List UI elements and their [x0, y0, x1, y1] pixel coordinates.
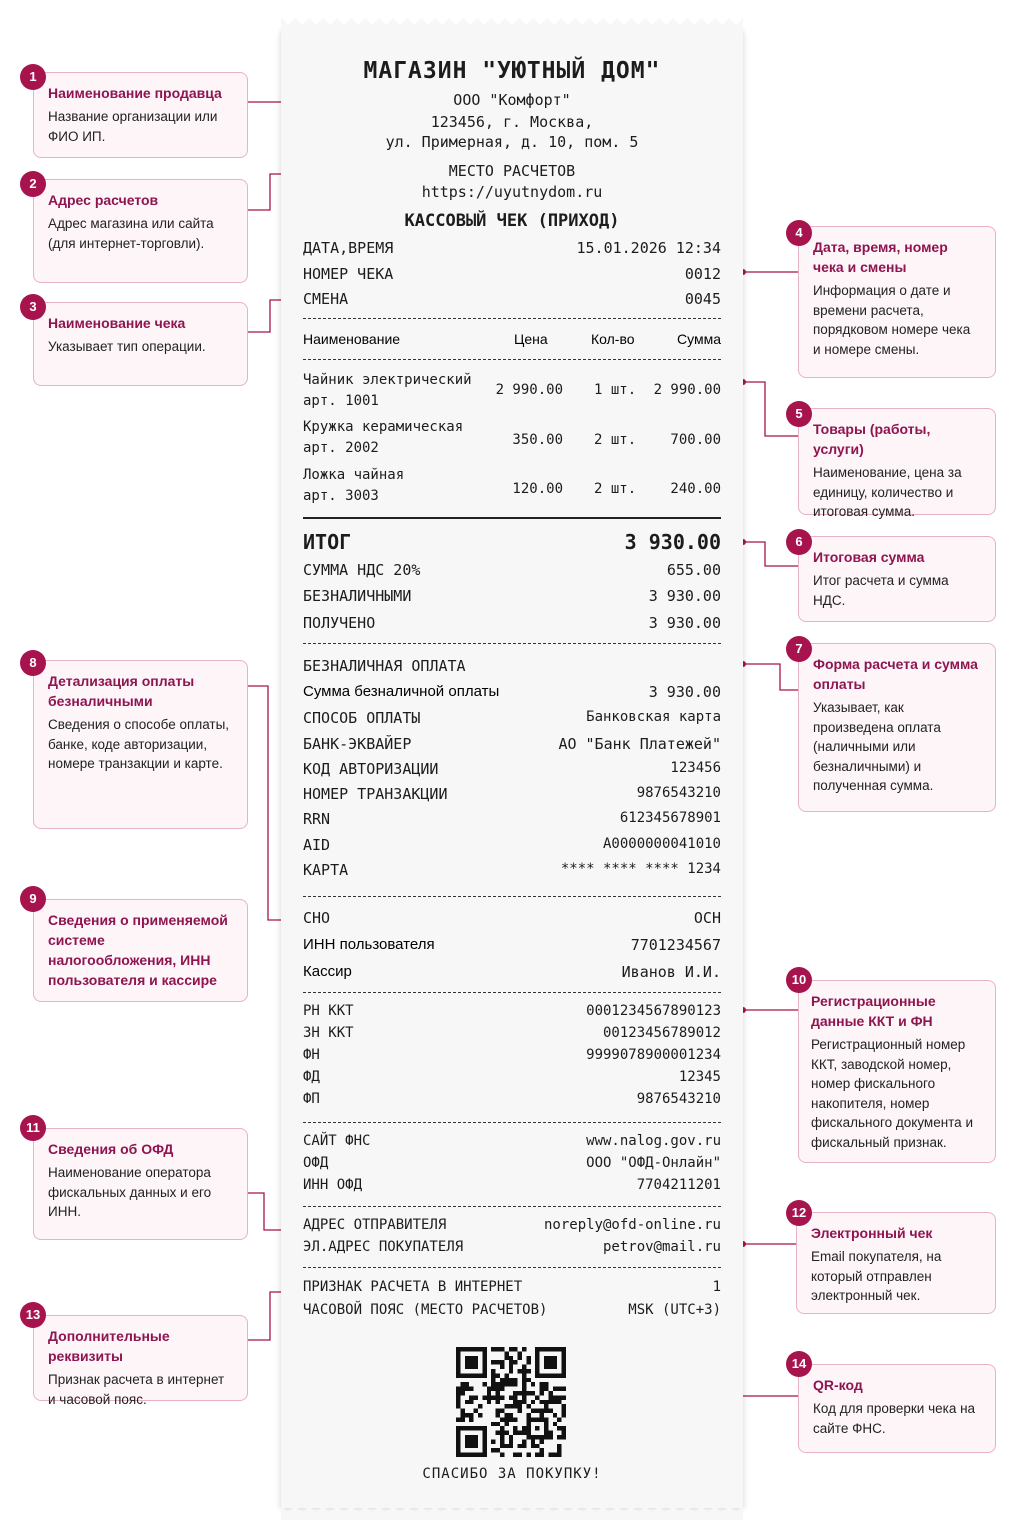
callout-title: Товары (работы, услуги) [813, 421, 931, 457]
sender-address-value: noreply@ofd-online.ru [543, 1217, 721, 1233]
callout-seller-name [33, 72, 248, 158]
aid-value: A0000000041010 [602, 836, 721, 852]
ofd-inn-label: ИНН ОФД [303, 1177, 363, 1193]
received-label: ПОЛУЧЕНО [303, 614, 376, 632]
inn-value: 7701234567 [630, 936, 721, 954]
vat-value: 655.00 [666, 561, 721, 579]
item-qty: 1 шт. [594, 382, 637, 398]
divider [303, 517, 721, 519]
received-value: 3 930.00 [648, 614, 721, 632]
timezone-label: ЧАСОВОЙ ПОЯС (МЕСТО РАСЧЕТОВ) [303, 1302, 548, 1318]
vat-label: СУММА НДС 20% [303, 561, 421, 579]
callout-number-badge: 9 [20, 886, 46, 912]
item-sum: 2 990.00 [653, 382, 721, 398]
col-price-header: Цена [514, 331, 548, 347]
total-value: 3 930.00 [624, 530, 721, 554]
callout-title: Сведения о применяемой системе налогообложения, ИНН пользователя и кассире [48, 912, 228, 988]
ofd-value: ООО "ОФД-Онлайн" [586, 1155, 721, 1171]
callout-number-badge: 14 [786, 1351, 812, 1377]
check-number-label: НОМЕР ЧЕКА [303, 265, 394, 283]
callout-number-badge: 8 [20, 650, 46, 676]
callout-title: Детализация оплаты безналичными [48, 673, 195, 709]
org-name: ООО "Комфорт" [453, 91, 571, 109]
ofd-inn-value: 7704211201 [636, 1177, 721, 1193]
callout-desc: Итог расчета и сумма НДС. [813, 573, 949, 608]
callout-desc: Указывает, как произведена оплата (наличными или безналичными) и полученная сумма. [813, 700, 941, 793]
callout-number-badge: 3 [20, 294, 46, 320]
check-number-value: 0012 [684, 265, 721, 283]
cashless-sum-value: 3 930.00 [648, 683, 721, 701]
callout-date-number-shift [798, 226, 996, 378]
callout-desc: Регистрационный номер ККТ, заводской номер, номер фискального накопителя, номер фискального документа и фискальный признак. [811, 1037, 973, 1150]
callout-title: Электронный чек [811, 1225, 933, 1241]
callout-desc: Сведения о способе оплаты, банке, коде авторизации, номере транзакции и карте. [48, 717, 230, 771]
callout-number-badge: 5 [786, 401, 812, 427]
callout-number-badge: 7 [786, 636, 812, 662]
bank-value: АО "Банк Платежей" [558, 735, 721, 753]
transaction-label: НОМЕР ТРАНЗАКЦИИ [303, 785, 448, 803]
callout-goods [798, 408, 996, 519]
buyer-email-label: ЭЛ.АДРЕС ПОКУПАТЕЛЯ [303, 1239, 464, 1255]
callout-settlement-address [33, 179, 248, 283]
callout-number-badge: 4 [786, 220, 812, 246]
callout-electronic-check [796, 1212, 996, 1314]
callout-title: Наименование продавца [48, 85, 222, 101]
fp-label: ФП [303, 1091, 320, 1107]
datetime-value: 15.01.2026 12:34 [576, 239, 721, 257]
receipt [281, 30, 743, 1508]
fns-site-value: www.nalog.gov.ru [586, 1133, 721, 1149]
kkt-rn-label: РН ККТ [303, 1003, 354, 1019]
callout-desc: Адрес магазина или сайта (для интернет-торговли). [48, 216, 214, 251]
kkt-rn-value: 0001234567890123 [586, 1003, 721, 1019]
internet-flag-value: 1 [712, 1279, 721, 1295]
payment-method-value: Банковская карта [586, 709, 721, 725]
thanks-message: СПАСИБО ЗА ПОКУПКУ! [422, 1466, 602, 1482]
site-url: https://uyutnydom.ru [421, 183, 603, 201]
cashless-header: БЕЗНАЛИЧНАЯ ОПЛАТА [303, 657, 466, 675]
callout-desc: Наименование оператора фискальных данных и его ИНН. [48, 1165, 212, 1219]
rrn-value: 612345678901 [619, 810, 721, 826]
callout-title: Дата, время, номер чека и смены [813, 239, 948, 275]
sender-address-label: АДРЕС ОТПРАВИТЕЛЯ [303, 1217, 447, 1233]
fd-label: ФД [303, 1069, 320, 1085]
divider [303, 1267, 721, 1268]
item-sum: 240.00 [670, 481, 721, 497]
col-sum-header: Сумма [677, 331, 721, 347]
payment-method-label: СПОСОБ ОПЛАТЫ [303, 709, 421, 727]
callout-title: Форма расчета и сумма оплаты [813, 656, 978, 692]
callout-number-badge: 6 [786, 529, 812, 555]
fn-value: 9999078900001234 [586, 1047, 721, 1063]
fp-value: 9876543210 [636, 1091, 721, 1107]
callout-title: Регистрационные данные ККТ и ФН [811, 993, 936, 1029]
transaction-value: 9876543210 [636, 785, 721, 801]
inn-label: ИНН пользователя [303, 936, 435, 953]
callout-title: Сведения об ОФД [48, 1141, 174, 1157]
callout-qr-code [798, 1364, 996, 1453]
callout-desc: Email покупателя, на который отправлен электронный чек. [811, 1249, 942, 1303]
callout-title: Итоговая сумма [813, 549, 925, 565]
fd-value: 12345 [678, 1069, 721, 1085]
receipt-torn-top-edge [281, 18, 743, 32]
cashier-label: Кассир [303, 963, 352, 980]
cashless-sum-label: Сумма безналичной оплаты [303, 683, 500, 700]
callout-check-name [33, 302, 248, 386]
callout-title: Дополнительные реквизиты [48, 1328, 170, 1364]
address-line-2: ул. Примерная, д. 10, пом. 5 [385, 133, 639, 151]
col-name-header: Наименование [303, 331, 401, 347]
aid-label: AID [303, 836, 331, 854]
divider [303, 318, 721, 319]
cashless-label: БЕЗНАЛИЧНЫМИ [303, 587, 412, 605]
callout-total [798, 536, 996, 622]
item-price: 2 990.00 [495, 382, 563, 398]
callout-number-badge: 11 [20, 1115, 46, 1141]
timezone-value: MSK (UTC+3) [628, 1302, 721, 1318]
callout-title: Наименование чека [48, 315, 186, 331]
auth-code-value: 123456 [670, 760, 721, 776]
callout-tax-system [33, 899, 248, 1002]
item-name: Чайник электрический [303, 372, 472, 388]
callout-desc: Код для проверки чека на сайте ФНС. [813, 1401, 976, 1436]
callout-title: QR-код [813, 1377, 863, 1393]
auth-code-label: КОД АВТОРИЗАЦИИ [303, 760, 439, 778]
check-title: КАССОВЫЙ ЧЕК (ПРИХОД) [404, 211, 620, 231]
item-name: Ложка чайная [303, 467, 405, 483]
col-qty-header: Кол-во [591, 331, 635, 347]
divider [303, 643, 721, 644]
store-name: МАГАЗИН "УЮТНЫЙ ДОМ" [363, 58, 661, 84]
callout-desc: Признак расчета в интернет и часовой пояс. [48, 1372, 225, 1407]
callout-title: Адрес расчетов [48, 192, 159, 208]
bank-label: БАНК-ЭКВАЙЕР [303, 735, 412, 753]
fn-label: ФН [303, 1047, 320, 1063]
item-price: 350.00 [512, 432, 563, 448]
callout-desc: Наименование, цена за единицу, количество и итоговая сумма. [813, 465, 962, 519]
card-value: **** **** **** 1234 [560, 861, 721, 877]
callout-extra-details [33, 1315, 248, 1407]
item-qty: 2 шт. [594, 481, 637, 497]
place-label: МЕСТО РАСЧЕТОВ [448, 162, 576, 180]
shift-value: 0045 [684, 290, 721, 308]
callout-number-badge: 1 [20, 64, 46, 90]
card-label: КАРТА [303, 861, 349, 879]
item-sum: 700.00 [670, 432, 721, 448]
callout-cashless-details [33, 660, 248, 829]
callout-ofd-info [33, 1128, 248, 1240]
kkt-zn-label: ЗН ККТ [303, 1025, 354, 1041]
divider [303, 359, 721, 360]
receipt-torn-bottom-edge [281, 1506, 743, 1520]
cashier-value: Иванов И.И. [621, 963, 721, 981]
qr-code [456, 1347, 566, 1457]
divider [303, 1206, 721, 1207]
item-article: арт. 1001 [303, 393, 379, 409]
item-name: Кружка керамическая [303, 419, 464, 435]
callout-payment-form [798, 643, 996, 812]
callout-desc: Название организации или ФИО ИП. [48, 109, 218, 144]
callout-number-badge: 10 [786, 967, 812, 993]
rrn-label: RRN [303, 810, 331, 828]
item-article: арт. 3003 [303, 488, 379, 504]
callout-desc: Указывает тип операции. [48, 339, 206, 354]
callout-kkt-registration [798, 980, 996, 1163]
callout-desc: Информация о дате и времени расчета, порядковом номере чека и номере смены. [813, 283, 971, 357]
callout-number-badge: 13 [20, 1302, 46, 1328]
divider [303, 1122, 721, 1123]
tax-system-label: СНО [303, 909, 331, 927]
cashless-value: 3 930.00 [648, 587, 721, 605]
ofd-label: ОФД [303, 1155, 329, 1171]
datetime-label: ДАТА,ВРЕМЯ [303, 239, 394, 257]
kkt-zn-value: 00123456789012 [602, 1025, 721, 1041]
item-qty: 2 шт. [594, 432, 637, 448]
divider [303, 896, 721, 897]
item-price: 120.00 [512, 481, 563, 497]
item-article: арт. 2002 [303, 440, 379, 456]
callout-number-badge: 12 [786, 1200, 812, 1226]
tax-system-value: ОСН [693, 909, 721, 927]
divider [303, 992, 721, 993]
total-label: ИТОГ [303, 530, 352, 554]
address-line-1: 123456, г. Москва, [430, 113, 594, 131]
internet-flag-label: ПРИЗНАК РАСЧЕТА В ИНТЕРНЕТ [303, 1279, 523, 1295]
buyer-email-value: petrov@mail.ru [602, 1239, 721, 1255]
callout-number-badge: 2 [20, 171, 46, 197]
shift-label: СМЕНА [303, 290, 349, 308]
fns-site-label: САЙТ ФНС [303, 1133, 371, 1149]
